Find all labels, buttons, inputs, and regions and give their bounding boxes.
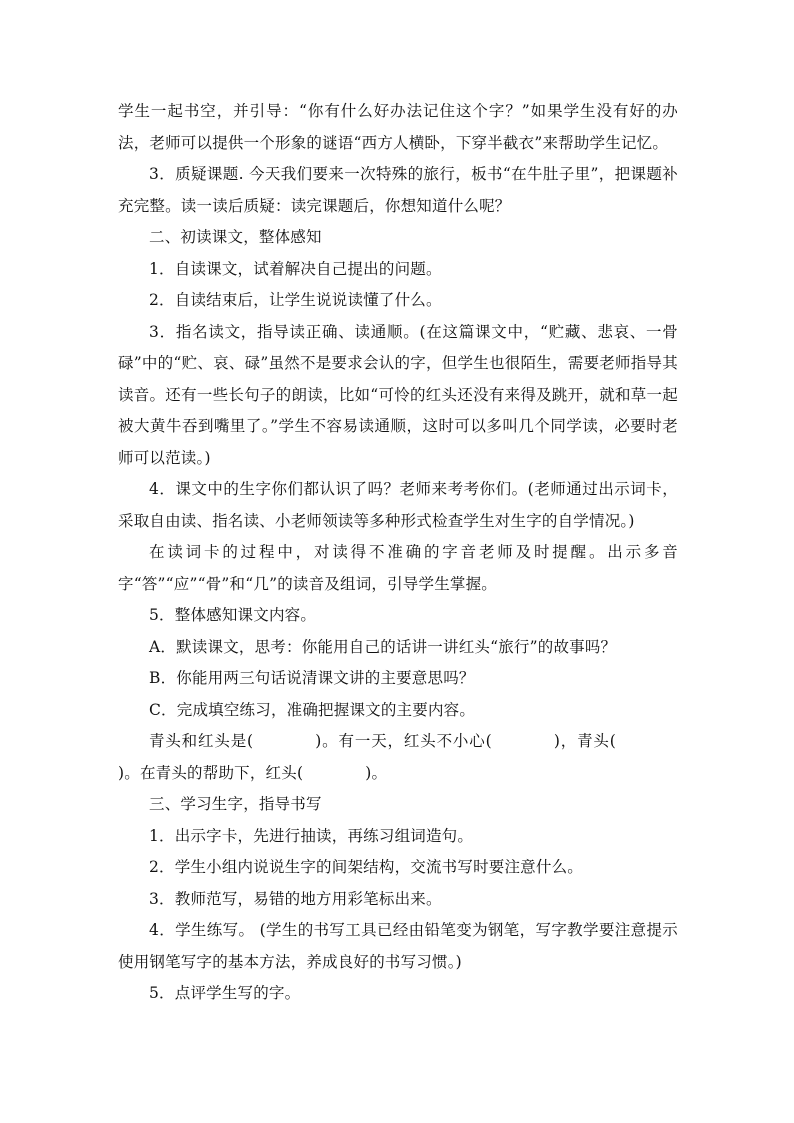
fill-blank-exercise [118,726,678,789]
paragraph: 2．学生小组内说说生字的间架结构，交流书写时要注意什么。 [149,858,583,876]
paragraph: 4．学生练写。 (学生的书写工具已经由铅笔变为钢笔，写字教学要注意提示使用钢笔写字的基本方法，养成良好的书写习惯。) [118,921,678,971]
fill-blank-text: )。在青头的帮助下，红头( [118,763,304,782]
paragraph: 学生一起书空，并引导：“你有什么好办法记住这个字？”如果学生没有好的办法，老师可以提供一个形象的谜语“西方人横卧，下穿半截衣”来帮助学生记忆。 [118,102,678,152]
paragraph: A．默读课文，思考：你能用自己的话讲一讲红头“旅行”的故事吗？ [149,637,617,656]
paragraph: 3．质疑课题. 今天我们要来一次特殊的旅行，板书“在牛肚子里”，把课题补充完整。读一读后质疑：读完课题后，你想知道什么呢？ [118,165,678,215]
fill-blank-text: 青头和红头是( [149,732,254,750]
section-heading: 二、初读课文，整体感知 [149,228,322,246]
section-heading: 三、学习生字，指导书写 [149,795,322,813]
paragraph: 5．整体感知课文内容。 [149,606,317,624]
paragraph: B．你能用两三句话说清课文讲的主要意思吗？ [149,669,475,687]
paragraph: 3．指名读文，指导读正确、读通顺。(在这篇课文中，“贮藏、悲哀、一骨碌”中的“贮、哀、碌”虽然不是要求会认的字，但学生也很陌生，需要老师指导其读音。还有一些长句子的朗读，比如“可怜的红头还没有来得及跳开，就和草一起被大黄牛吞到嘴里了。”学生不容易读通顺，这时可以多叫几个同学读，必要时老师可以范读。) [118,322,678,467]
paragraph: 1．出示字卡，先进行抽读，再练习组词造句。 [149,826,474,845]
fill-blank-text: )。 [365,763,388,782]
paragraph: 1．自读课文，试着解决自己提出的问题。 [149,259,442,278]
paragraph: 3．教师范写，易错的地方用彩笔标出来。 [149,889,442,908]
paragraph: C．完成填空练习，准确把握课文的主要内容。 [149,700,476,719]
document-body [118,96,678,1010]
paragraph: 5．点评学生写的字。 [149,984,301,1002]
fill-blank-text: )。有一天，红头不小心( [315,732,492,750]
fill-blank-text: )，青头( [553,732,616,750]
paragraph: 在读词卡的过程中，对读得不准确的字音老师及时提醒。出示多音字“答”“应”“骨”和“几”的读音及组词，引导学生掌握。 [118,543,678,593]
paragraph: 4．课文中的生字你们都认识了吗？老师来考考你们。(老师通过出示词卡，采取自由读、指名读、小老师领读等多种形式检查学生对生字的自学情况。) [118,480,678,530]
paragraph: 2．自读结束后，让学生说说读懂了什么。 [149,291,442,309]
